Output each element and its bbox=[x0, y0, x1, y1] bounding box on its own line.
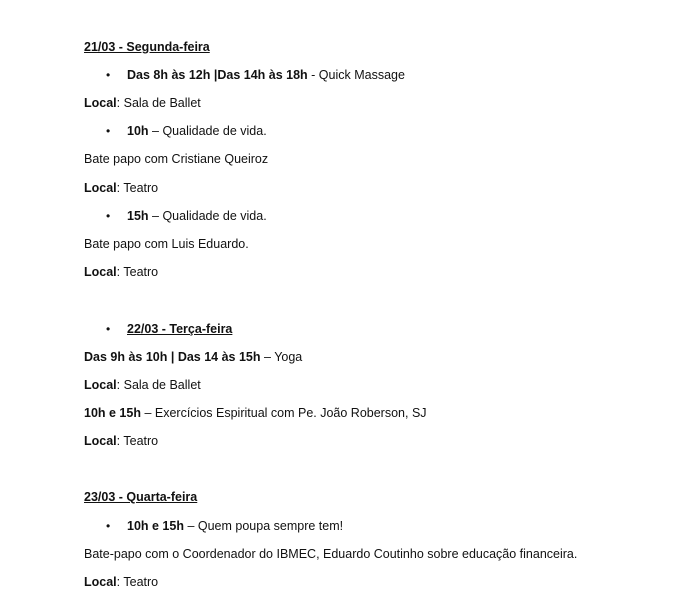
day1-item1-time: Das 8h às 12h |Das 14h às 18h bbox=[127, 68, 308, 82]
day1-local3 bbox=[84, 264, 158, 280]
local-value: : Teatro bbox=[116, 181, 159, 195]
day1-item2 bbox=[106, 123, 267, 139]
local-value: : Sala de Ballet bbox=[116, 96, 201, 110]
day3-heading: 23/03 - Quarta-feira bbox=[84, 490, 198, 504]
day1-item1 bbox=[106, 67, 405, 83]
local-value: : Teatro bbox=[116, 575, 159, 589]
bullet-icon: • bbox=[106, 124, 111, 138]
local-label: Local bbox=[84, 378, 117, 392]
local-value: : Sala de Ballet bbox=[116, 378, 201, 392]
day2-item2-text: – Exercícios Espiritual com Pe. João Roberson, SJ bbox=[140, 406, 427, 420]
day1-note3: Bate papo com Luis Eduardo. bbox=[84, 237, 249, 251]
day1-heading: 21/03 - Segunda-feira bbox=[84, 40, 210, 54]
day1-local2 bbox=[84, 180, 158, 196]
day1-item3 bbox=[106, 208, 267, 224]
local-value: : Teatro bbox=[116, 265, 159, 279]
day3-item1 bbox=[106, 518, 344, 534]
day2-item1-time: Das 9h às 10h | Das 14 às 15h bbox=[84, 350, 261, 364]
day2-item2-time: 10h e 15h bbox=[84, 406, 141, 420]
bullet-icon: • bbox=[106, 322, 111, 336]
day1-item3-text: – Qualidade de vida. bbox=[148, 209, 267, 223]
day2-local2 bbox=[84, 433, 158, 449]
day3-item1-time: 10h e 15h bbox=[127, 519, 184, 533]
day3-note1: Bate-papo com o Coordenador do IBMEC, Eduardo Coutinho sobre educação financeira. bbox=[84, 547, 578, 561]
local-label: Local bbox=[84, 181, 117, 195]
day2-item1-text: – Yoga bbox=[260, 350, 303, 364]
day3-item1-text: – Quem poupa sempre tem! bbox=[183, 519, 344, 533]
bullet-icon: • bbox=[106, 519, 111, 533]
local-label: Local bbox=[84, 96, 117, 110]
day2-heading: 22/03 - Terça-feira bbox=[127, 322, 233, 336]
day1-item2-text: – Qualidade de vida. bbox=[148, 124, 267, 138]
local-label: Local bbox=[84, 575, 117, 589]
day1-item3-time: 15h bbox=[127, 209, 149, 223]
bullet-icon: • bbox=[106, 209, 111, 223]
day1-note2: Bate papo com Cristiane Queiroz bbox=[84, 152, 269, 166]
day2-heading-row bbox=[106, 321, 233, 337]
day1-local1 bbox=[84, 95, 201, 111]
day3-local1 bbox=[84, 574, 158, 590]
day2-item2 bbox=[84, 405, 427, 421]
local-value: : Teatro bbox=[116, 434, 159, 448]
local-label: Local bbox=[84, 265, 117, 279]
day1-item2-time: 10h bbox=[127, 124, 149, 138]
day2-local1 bbox=[84, 377, 201, 393]
bullet-icon: • bbox=[106, 68, 111, 82]
day1-item1-text: - Quick Massage bbox=[307, 68, 405, 82]
day2-item1 bbox=[84, 349, 302, 365]
local-label: Local bbox=[84, 434, 117, 448]
